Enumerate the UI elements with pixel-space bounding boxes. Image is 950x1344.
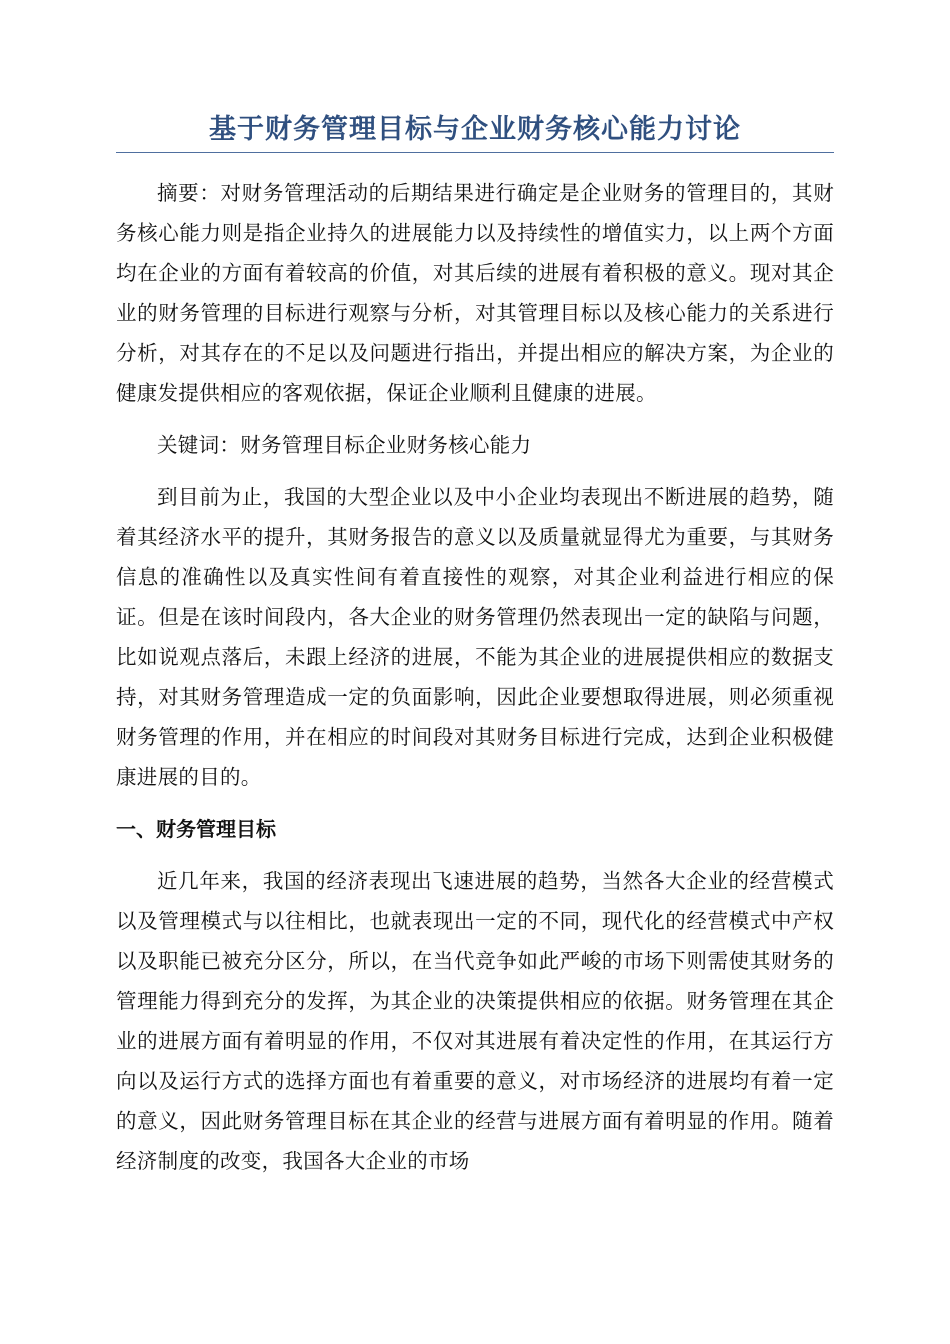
keywords-paragraph: 关键词：财务管理目标企业财务核心能力 — [157, 433, 532, 457]
intro-paragraph: 到目前为止，我国的大型企业以及中小企业均表现出不断进展的趋势，随着其经济水平的提升，其财务报告的意义以及质量就显得尤为重要，与其财务信息的准确性以及真实性间有着直接性的观察，对其企业利益进行相应的保证。但是在该时间段内，各大企业的财务管理仍然表现出一定的缺陷与问题，比如说观点落后，未跟上经济的进展，不能为其企业的进展提供相应的数据支持，对其财务管理造成一定的负面影响，因此企业要想取得进展，则必须重视财务管理的作用，并在相应的时间段对其财务目标进行完成，达到企业积极健康进展的目的。 — [116, 485, 834, 789]
section-heading-1: 一、财务管理目标 — [116, 817, 276, 841]
document-page — [116, 110, 834, 1181]
abstract-paragraph: 摘要：对财务管理活动的后期结果进行确定是企业财务的管理目的，其财务核心能力则是指企业持久的进展能力以及持续性的增值实力，以上两个方面均在企业的方面有着较高的价值，对其后续的进展有着积极的意义。现对其企业的财务管理的目标进行观察与分析，对其管理目标以及核心能力的关系进行分析，对其存在的不足以及问题进行指出，并提出相应的解决方案，为企业的健康发提供相应的客观依据，保证企业顺利且健康的进展。 — [116, 181, 834, 405]
document-title: 基于财务管理目标与企业财务核心能力讨论 — [116, 110, 834, 153]
section-1-paragraph: 近几年来，我国的经济表现出飞速进展的趋势，当然各大企业的经营模式以及管理模式与以往相比，也就表现出一定的不同，现代化的经营模式中产权以及职能已被充分区分，所以，在当代竞争如此严峻的市场下则需使其财务的管理能力得到充分的发挥，为其企业的决策提供相应的依据。财务管理在其企业的进展方面有着明显的作用，不仅对其进展有着决定性的作用，在其运行方向以及运行方式的选择方面也有着重要的意义，对市场经济的进展均有着一定的意义，因此财务管理目标在其企业的经营与进展方面有着明显的作用。随着经济制度的改变，我国各大企业的市场 — [116, 869, 834, 1173]
